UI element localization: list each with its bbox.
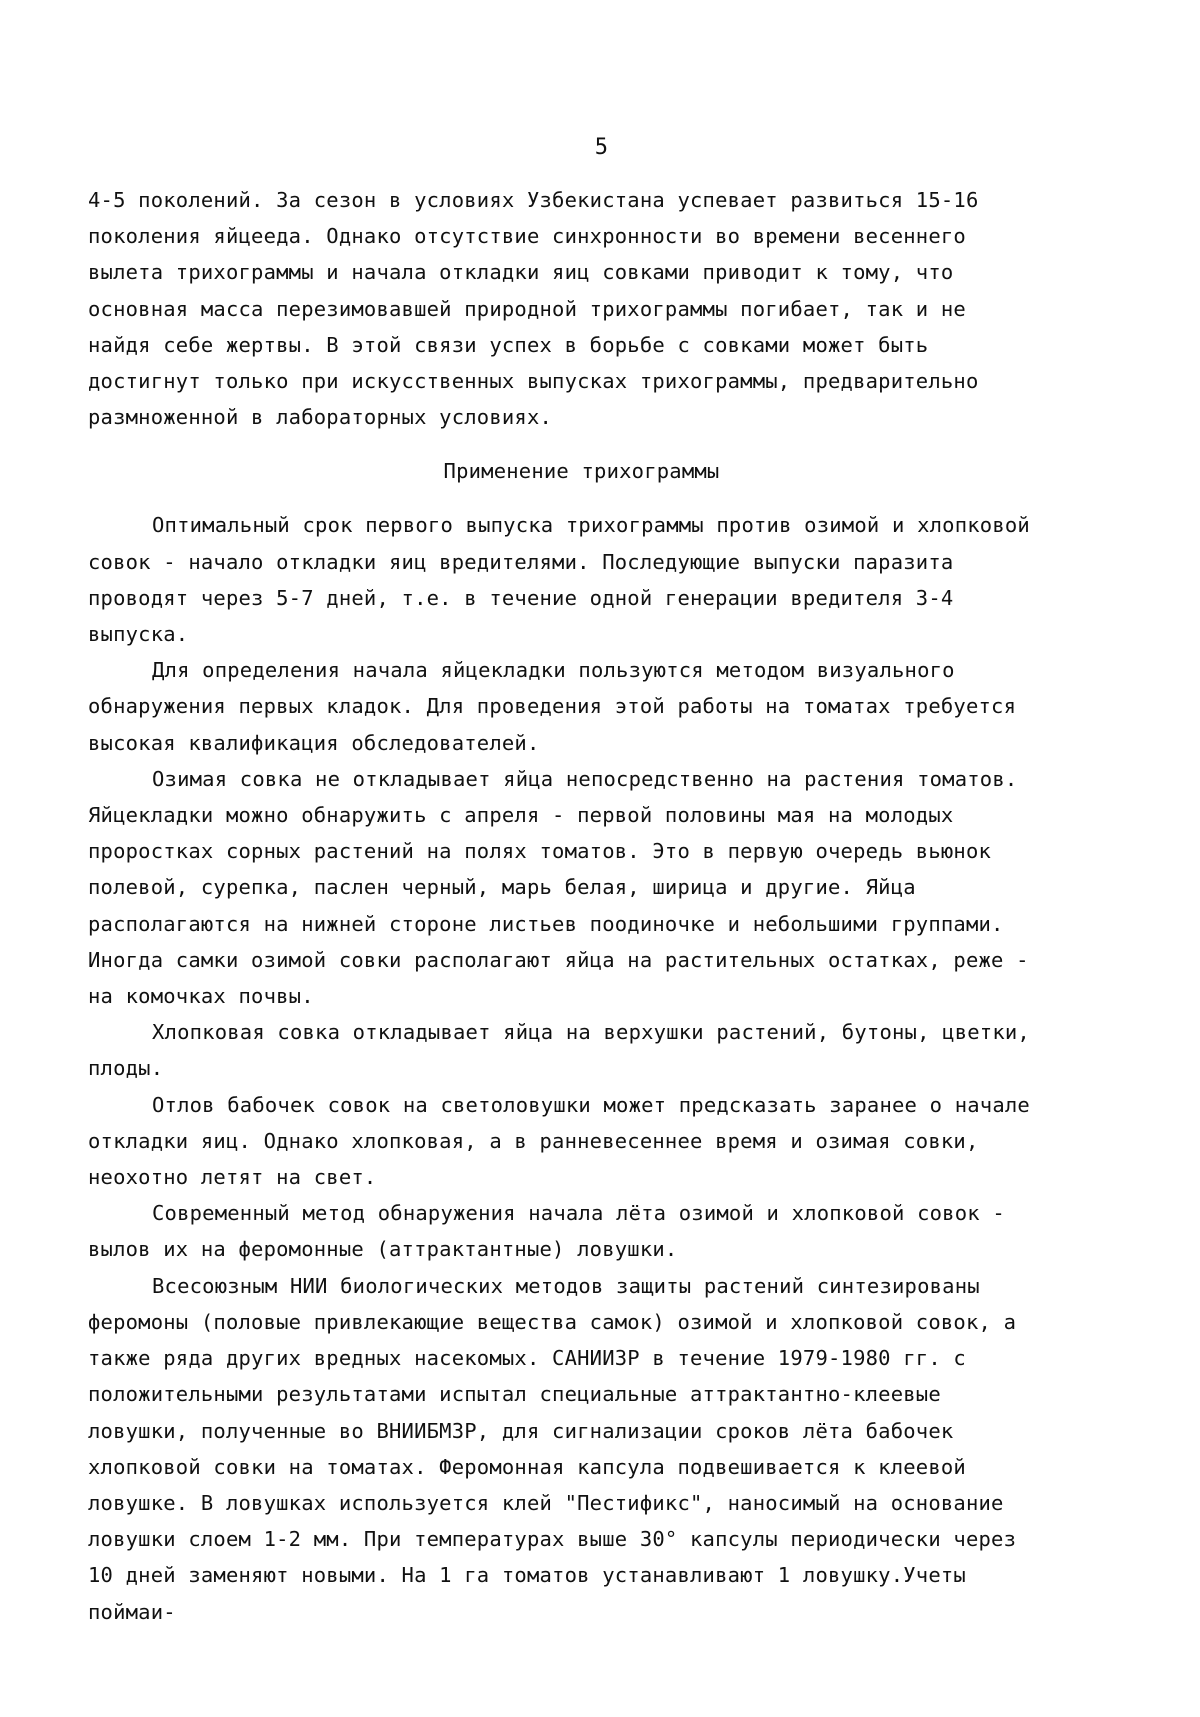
paragraph-pheromone-method: Современный метод обнаружения начала лёта озимой и хлопковой совок - вылов их на феромонные (аттрактантные) ловушки.: [88, 1201, 1005, 1262]
paragraph-winter-moth: Озимая совка не откладывает яйца непосредственно на растения томатов. Яйцекладки можно обнаружить с апреля - первой половины мая на молодых проростках сорных растений на полях томатов. Это в первую очередь вьюнок полевой, сурепка, паслен черный, марь белая, ширица и другие. Яйца располагаются на нижней стороне листьев поодиночке и небольшими группами. Иногда самки озимой совки располагают яйца на растительных остатках, реже - на комочках почвы.: [88, 766, 1029, 1009]
paragraph-release-timing: Оптимальный срок первого выпуска трихограммы против озимой и хлопковой совок - начало откладки яиц вредителями. Последующие выпуски паразита проводят через 5-7 дней, т.е. в течение одной генерации вредителя 3-4 выпуска.: [88, 513, 1030, 647]
paragraph-cotton-moth: Хлопковая совка откладывает яйца на верхушки растений, бутоны, цветки, плоды.: [88, 1020, 1030, 1081]
paragraph-egg-detection: Для определения начала яйцекладки пользуются методом визуального обнаружения первых кладок. Для проведения этой работы на томатах требуется высокая квалификация обследователей.: [88, 658, 1017, 755]
paragraph-pheromone-traps: Всесоюзным НИИ биологических методов защиты растений синтезированы феромоны (половые привлекающие вещества самок) озимой и хлопковой совок, а также ряда других вредных насекомых. САНИИЗР в течение 1979-1980 гг. с положительными результатами испытал специальные аттрактантно-клеевые ловушки, полученные во ВНИИБМЗР, для сигнализации сроков лёта бабочек хлопковой совки на томатах. Феромонная капсула подвешивается к клеевой ловушке. В ловушках используется клей "Пестификс", наносимый на основание ловушки слоем 1-2 мм. При температурах выше 30° капсулы периодически через 10 дней заменяют новыми. На 1 га томатов устанавливают 1 ловушку.Учеты поймаи-: [88, 1273, 1017, 1624]
paragraph-continuation: 4-5 поколений. За сезон в условиях Узбекистана успевает развиться 15-16 поколения яйцееда. Однако отсутствие синхронности во времени весеннего вылета трихограммы и начала откладки яиц совками приводит к тому, что основная масса перезимовавшей природной трихограммы погибает, так и не найдя себе жертвы. В этой связи успех в борьбе с совками может быть достигнут только при искусственных выпусках трихограммы, предварительно размноженной в лабораторных условиях.: [88, 188, 979, 430]
page-number: 5: [594, 135, 609, 160]
section-heading: Применение трихограммы: [443, 459, 720, 484]
paragraph-light-traps: Отлов бабочек совок на светоловушки может предсказать заранее о начале откладки яиц. Однако хлопковая, а в ранневесеннее время и озимая совки, неохотно летят на свет.: [88, 1092, 1030, 1190]
